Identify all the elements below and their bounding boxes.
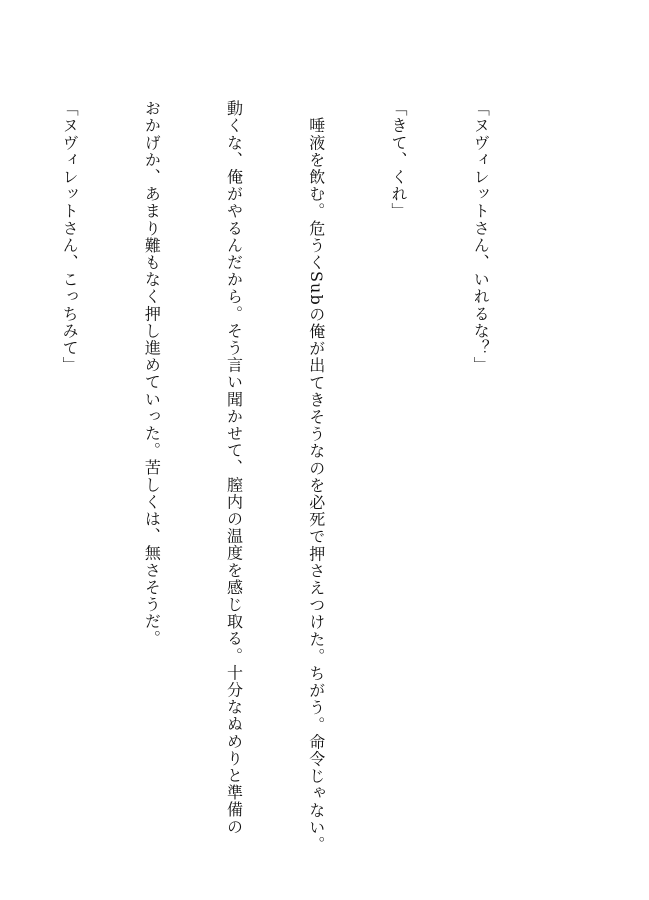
text-line: 「ヌヴィレットさん、こっちみて」 [60, 100, 80, 374]
text-line: 「ヌヴィレットさん、いれるな？」 [471, 100, 491, 374]
vertical-text-body [0, 100, 549, 854]
text-line: おかげか、あまり難もなく押し進めていった。苦しくは、無さそうだ。 [142, 100, 162, 648]
text-line: 唾液を飲む。危うくSubの俺が出てきそうなのを必死で押さえつけた。ちがう。命令じゃない。 [306, 100, 326, 854]
text-line: 動くな、俺がやるんだから。そう言い聞かせて、膣内の温度を感じ取る。十分なぬめりと準備の [224, 100, 244, 836]
text-line: 「きて、くれ」 [388, 100, 408, 220]
text-line [0, 100, 1, 820]
